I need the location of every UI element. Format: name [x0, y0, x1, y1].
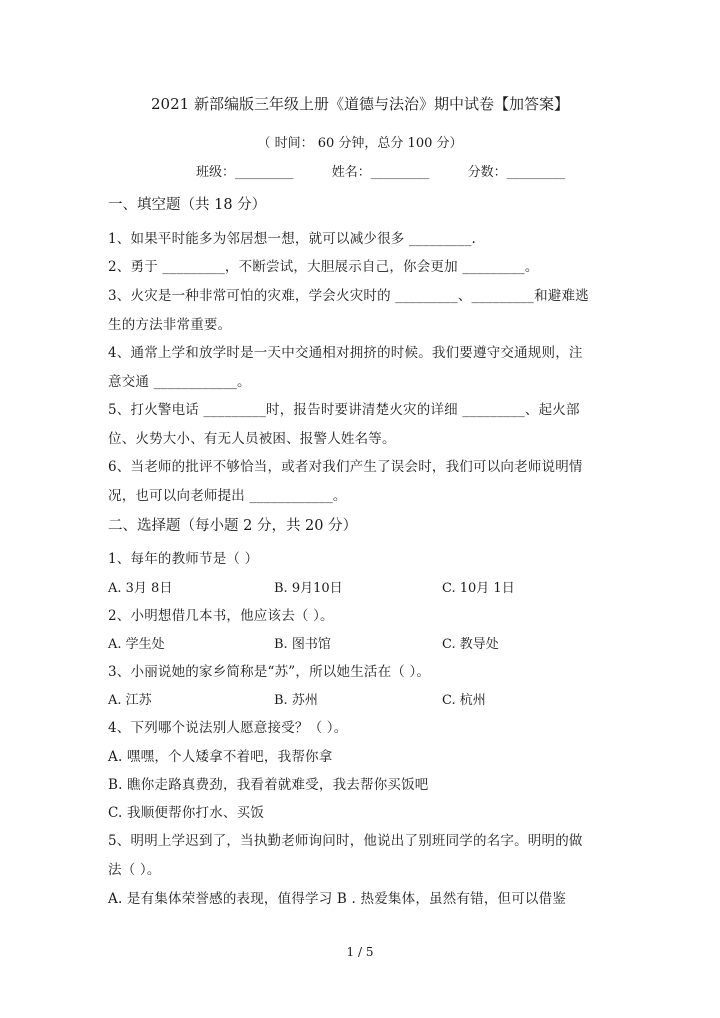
fill-question-2: 2、勇于 _________，不断尝试，大胆展示自己，你会更加 _________。 [108, 259, 539, 275]
fill-question-1: 1、如果平时能多为邻居想一想，就可以减少很多 _________. [108, 231, 477, 247]
option-a: A. 嘿嘿，个人矮拿不着吧，我帮你拿 [108, 749, 333, 765]
option-a: A. 3月 8日 [108, 581, 173, 596]
choice-question-5: 5、明明上学迟到了，当执勤老师询问时，他说出了别班同学的名字。明明的做 [108, 833, 583, 849]
choice-question-4: 4、下列哪个说法别人愿意接受？（ ）。 [108, 720, 348, 736]
fill-question-5: 5、打火警电话 _________时，报告时要讲清楚火灾的详细 _________、起火部 [108, 402, 580, 418]
fill-question-6-cont: 况，也可以向老师提出 ____________。 [108, 488, 347, 504]
name-label: 姓名：_________ [331, 165, 430, 180]
choice-question-1: 1、每年的教师节是（ ） [108, 551, 259, 567]
choice-question-3: 3、小丽说她的家乡简称是“苏”，所以她生活在（ ）。 [108, 664, 431, 680]
option-b: B. 图书馆 [274, 637, 331, 652]
page-title: 2021 新部编版三年级上册《道德与法治》期中试卷【加答案】 [151, 95, 569, 113]
exam-time-info: （ 时间： 60 分钟，总分 100 分） [257, 136, 463, 151]
option-a: A. 学生处 [108, 637, 165, 652]
choice-question-5-options: A. 是有集体荣誉感的表现，值得学习 B . 热爱集体，虽然有错，但可以借鉴 [108, 891, 567, 907]
section-1-title: 一、填空题（共 18 分） [108, 197, 267, 213]
option-b: B. 瞧你走路真费劲，我看着就难受，我去帮你买饭吧 [108, 777, 429, 793]
fill-question-3: 3、火灾是一种非常可怕的灾难，学会火灾时的 _________、_________和避难逃 [108, 288, 589, 304]
option-c: C. 10月 1日 [442, 581, 515, 596]
class-label: 班级：_________ [196, 165, 294, 180]
option-c: C. 教导处 [442, 637, 499, 652]
fill-question-3-cont: 生的方法非常重要。 [108, 317, 232, 333]
fill-question-4-cont: 意交通 ____________。 [108, 374, 251, 390]
fill-question-6: 6、当老师的批评不够恰当，或者对我们产生了误会时，我们可以向老师说明情 [108, 459, 583, 475]
option-a: A. 江苏 [108, 693, 152, 708]
section-2-title: 二、选择题（每小题 2 分，共 20 分） [108, 518, 358, 534]
score-label: 分数：_________ [467, 165, 566, 180]
option-b: B. 苏州 [274, 693, 318, 708]
page-number: 1 / 5 [346, 945, 374, 959]
choice-question-2: 2、小明想借几本书，他应该去（ ）。 [108, 608, 334, 624]
option-b: B. 9月10日 [274, 581, 343, 596]
option-c: C. 我顺便帮你打水、买饭 [108, 805, 265, 821]
student-info-row [196, 161, 565, 180]
option-c: C. 杭州 [442, 693, 486, 708]
choice-question-5-cont: 法（ ）。 [108, 862, 161, 878]
fill-question-5-cont: 位、火势大小、有无人员被困、报警人姓名等。 [108, 431, 396, 447]
fill-question-4: 4、通常上学和放学时是一天中交通相对拥挤的时候。我们要遵守交通规则，注 [108, 345, 583, 361]
